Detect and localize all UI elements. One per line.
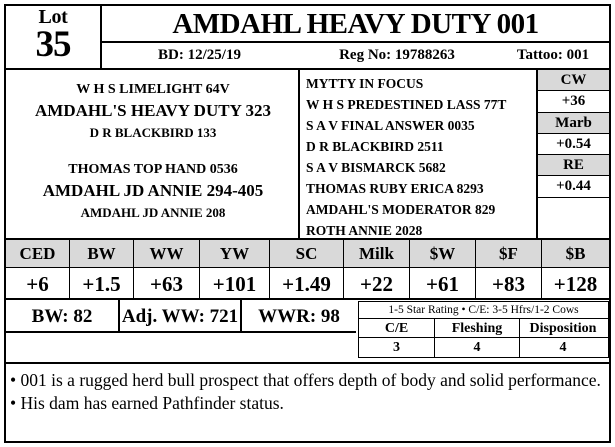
epd-value: +1.5 [82,272,121,296]
notes-section [6,362,609,440]
epd-header: YW [200,240,269,268]
dam-granddam: AMDAHL JD ANNIE 208 [80,205,226,220]
sire-name: AMDAHL'S HEAVY DUTY 323 [35,101,271,120]
star-rating-value: 4 [435,338,520,357]
epd-value: +128 [553,272,598,296]
birth-date: BD: 12/25/19 [158,47,241,63]
epd-header: CED [6,240,69,268]
star-rating-header-row [359,319,608,338]
pedigree-section [6,68,609,238]
star-rating-value: 3 [359,338,435,357]
pedigree-parents [6,70,300,240]
lot-box [6,6,102,68]
epd-value: +22 [360,272,393,296]
stat-adj-weaning-weight: Adj. WW: 721 [120,300,242,331]
epd-column-milk [344,240,410,298]
epd-value: +101 [212,272,257,296]
sire-granddam: D R BLACKBIRD 133 [89,125,217,140]
trait-value-re: +0.44 [538,176,609,197]
note-line: • 001 is a rugged herd bull prospect that offers depth of body and solid performance. [10,370,601,390]
epd-header: $W [410,240,475,268]
epd-header: $F [476,240,541,268]
star-rating-table [358,301,609,358]
epd-header: $B [542,240,609,268]
epd-column-sc [270,240,344,298]
star-rating-title: 1-5 Star Rating • C/E: 3-5 Hfrs/1-2 Cows [359,302,608,319]
epd-column-b-index [542,240,609,298]
epd-value: +83 [492,272,525,296]
epd-column-bw [70,240,134,298]
sire-grandsire: W H S LIMELIGHT 64V [76,82,230,97]
note-line: • His dam has earned Pathfinder status. [10,393,284,413]
star-rating-header: C/E [359,319,435,337]
id-row [102,43,609,68]
stat-birth-weight: BW: 82 [6,300,120,331]
epd-header: SC [270,240,343,268]
epd-table [6,238,609,300]
tattoo: Tattoo: 001 [516,47,590,63]
great-grandparent: S A V FINAL ANSWER 0035 [306,118,475,133]
carcass-trait-column [538,70,609,240]
epd-value: +61 [426,272,459,296]
header [6,6,609,68]
epd-column-w-index [410,240,476,298]
great-grandparent: ROTH ANNIE 2028 [306,223,423,238]
star-rating-value: 4 [559,340,567,355]
stat-weaning-weight-ratio: WWR: 98 [258,306,340,327]
epd-value: +1.49 [282,272,331,296]
epd-column-ww [134,240,200,298]
great-grandparents-list [300,70,538,240]
dam-name: AMDAHL JD ANNIE 294-405 [42,181,264,200]
epd-header: WW [134,240,199,268]
trait-label-marb: Marb [538,113,609,134]
dam-grandsire: THOMAS TOP HAND 0536 [68,162,238,177]
great-grandparent: W H S PREDESTINED LASS 77T [306,97,507,112]
great-grandparent: AMDAHL'S MODERATOR 829 [306,202,496,217]
page-title: AMDAHL HEAVY DUTY 001 [102,6,609,43]
trait-label-cw: CW [538,70,609,91]
great-grandparent: THOMAS RUBY ERICA 8293 [306,181,484,196]
star-rating-header: Fleshing [435,319,520,337]
lot-label: Lot [38,6,68,28]
great-grandparent: S A V BISMARCK 5682 [306,160,446,175]
lot-number: 35 [35,24,71,65]
epd-value: +6 [26,272,49,296]
great-grandparent: D R BLACKBIRD 2511 [306,139,444,154]
epd-value: +63 [150,272,183,296]
registration-number: Reg No: 19788263 [339,47,455,63]
epd-column-ced [6,240,70,298]
epd-column-yw [200,240,270,298]
great-grandparent: MYTTY IN FOCUS [306,76,424,91]
star-rating-header: Disposition [529,321,597,336]
epd-header: BW [70,240,133,268]
trait-value-marb: +0.54 [538,134,609,155]
star-rating-value-row [359,338,608,357]
performance-stats [6,300,356,333]
epd-column-f-index [476,240,542,298]
trait-value-cw: +36 [538,91,609,112]
epd-header: Milk [344,240,409,268]
trait-label-re: RE [538,155,609,176]
